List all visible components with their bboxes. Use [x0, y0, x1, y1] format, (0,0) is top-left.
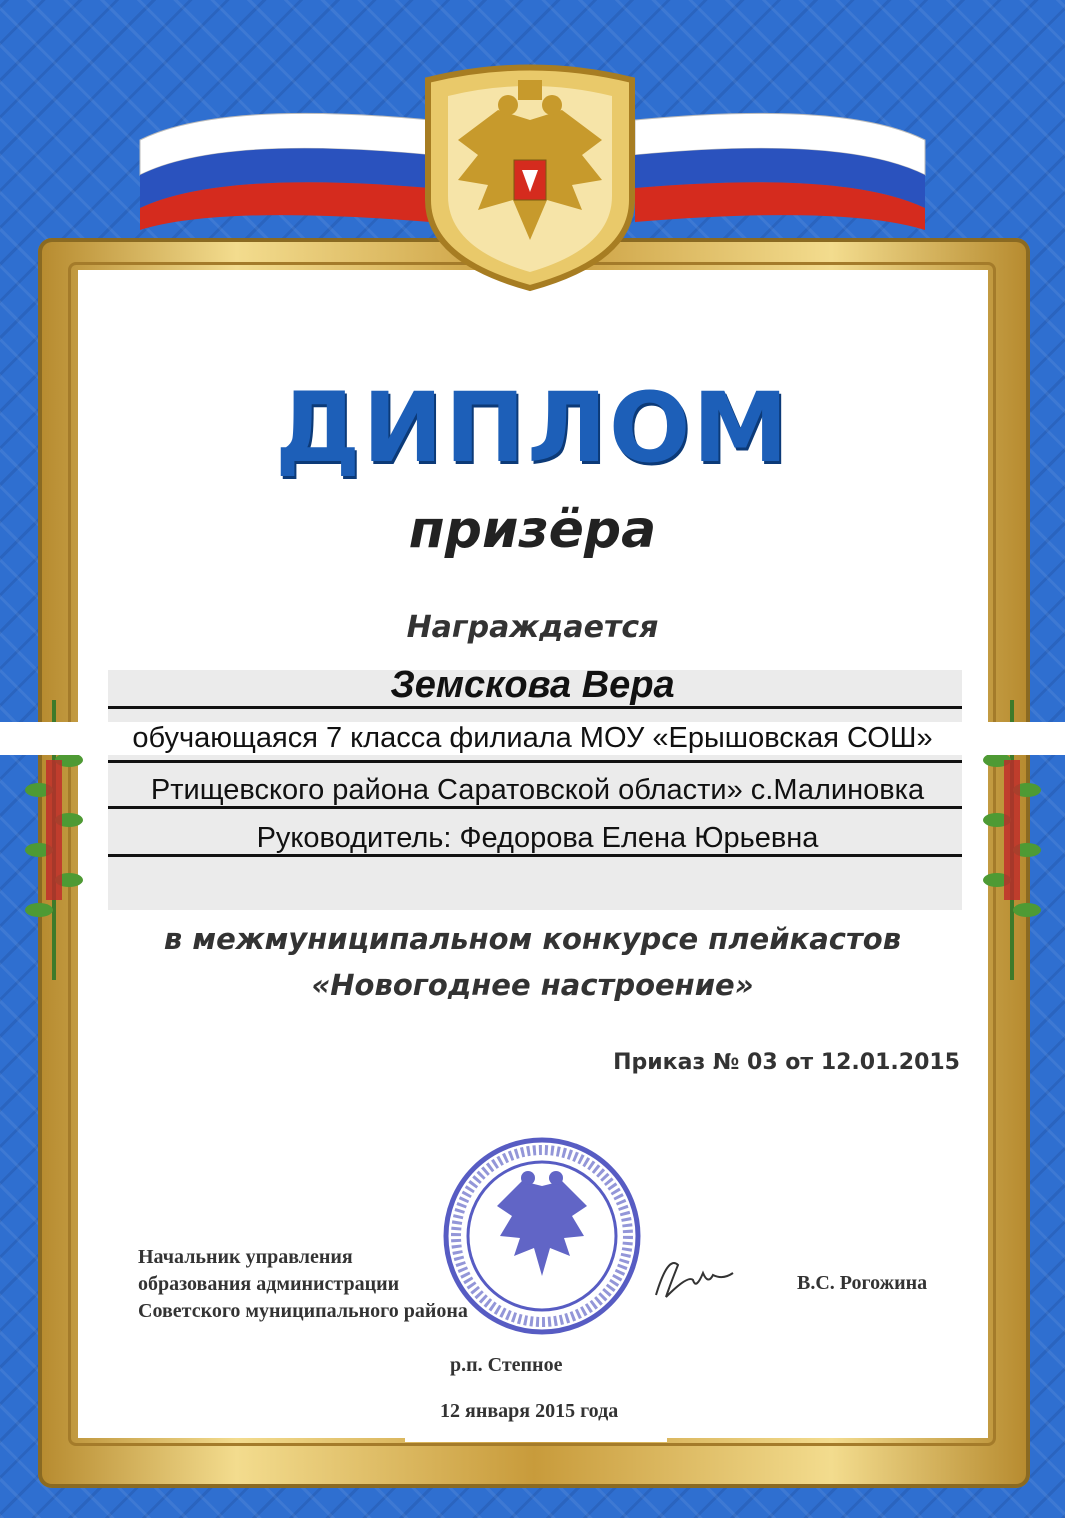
- position-line: Советского муниципального района: [138, 1300, 468, 1322]
- awarded-label: Награждается: [406, 610, 659, 645]
- contest-line: в межмуниципальном конкурсе плейкастов: [163, 922, 902, 956]
- issue-date: 12 января 2015 года: [440, 1400, 619, 1422]
- underline: [108, 760, 962, 763]
- handwritten-signature: [648, 1245, 738, 1305]
- signer-name: В.С. Рогожина: [797, 1272, 928, 1294]
- position-line: образования администрации: [138, 1273, 400, 1295]
- recipient-name: Земскова Вера: [390, 664, 675, 706]
- signer-position: [138, 1244, 468, 1325]
- detail-line: Ртищевского района Саратовской области» с.Малиновка: [150, 774, 925, 806]
- position-line: Начальник управления: [138, 1246, 353, 1268]
- issue-place: р.п. Степное: [450, 1354, 563, 1376]
- contest-name: «Новогоднее настроение»: [311, 968, 754, 1002]
- official-seal-stamp: [442, 1136, 642, 1336]
- flag-ribbon-left: [130, 80, 430, 230]
- order-number: Приказ № 03 от 12.01.2015: [613, 1050, 960, 1075]
- flag-ribbon-right: [635, 80, 935, 230]
- detail-line: Руководитель: Федорова Елена Юрьевна: [256, 822, 819, 854]
- diploma-title: ДИПЛОМ: [274, 372, 791, 484]
- diploma-subtitle: призёра: [408, 500, 657, 560]
- detail-line: обучающаяся 7 класса филиала МОУ «Ерышовская СОШ»: [0, 722, 1065, 755]
- coat-of-arms-icon: [418, 60, 642, 292]
